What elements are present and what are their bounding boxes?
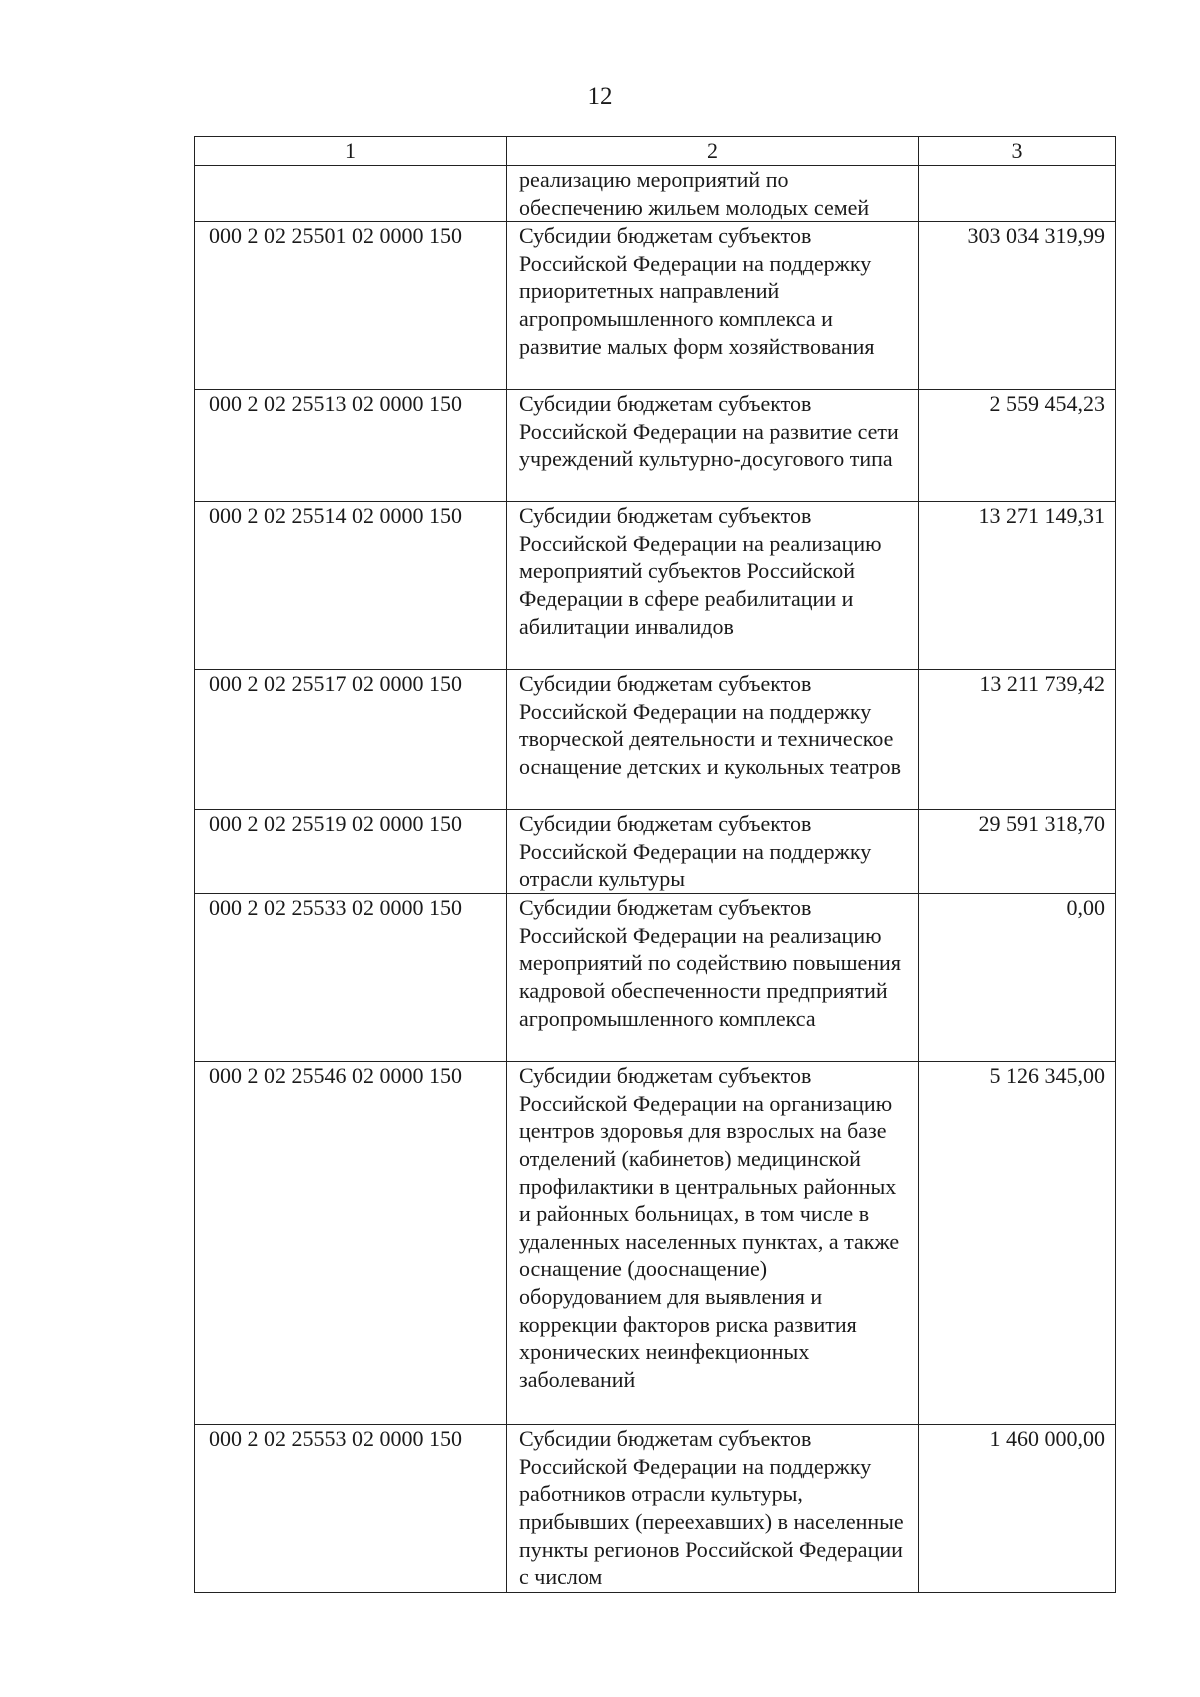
table-row — [195, 390, 1116, 502]
table-row — [195, 1062, 1116, 1425]
row-sum: 2 559 454,23 — [919, 390, 1116, 502]
row-name: Субсидии бюджетам субъектов Российской Федерации на реализацию мероприятий по содействию повышения кадровой обеспеченности предприятий агропромышленного комплекса — [507, 894, 919, 1062]
row-code — [195, 166, 507, 222]
budget-table — [194, 136, 1116, 1593]
row-sum: 303 034 319,99 — [919, 222, 1116, 390]
row-sum: 0,00 — [919, 894, 1116, 1062]
row-name: Субсидии бюджетам субъектов Российской Федерации на развитие сети учреждений культурно-досугового типа — [507, 390, 919, 502]
table-row — [195, 222, 1116, 390]
table-row — [195, 670, 1116, 810]
row-code: 000 2 02 25517 02 0000 150 — [195, 670, 507, 810]
row-name: Субсидии бюджетам субъектов Российской Федерации на поддержку творческой деятельности и техническое оснащение детских и кукольных театров — [507, 670, 919, 810]
row-code: 000 2 02 25533 02 0000 150 — [195, 894, 507, 1062]
row-code: 000 2 02 25514 02 0000 150 — [195, 502, 507, 670]
row-name: Субсидии бюджетам субъектов Российской Федерации на поддержку отрасли культуры — [507, 810, 919, 894]
column-header-code: 1 — [195, 137, 507, 166]
table-row — [195, 894, 1116, 1062]
row-code: 000 2 02 25546 02 0000 150 — [195, 1062, 507, 1425]
row-sum: 13 271 149,31 — [919, 502, 1116, 670]
row-sum — [919, 166, 1116, 222]
row-name: Субсидии бюджетам субъектов Российской Федерации на реализацию мероприятий субъектов Российской Федерации в сфере реабилитации и абилитации инвалидов — [507, 502, 919, 670]
row-name: Субсидии бюджетам субъектов Российской Федерации на организацию центров здоровья для взрослых на базе отделений (кабинетов) медицинской профилактики в центральных районных и районных больницах, в том числе в удаленных населенных пунктах, а также оснащение (дооснащение) оборудованием для выявления и коррекции факторов риска развития хронических неинфекционных заболеваний — [507, 1062, 919, 1425]
table-row — [195, 1425, 1116, 1593]
row-code: 000 2 02 25513 02 0000 150 — [195, 390, 507, 502]
page-number: 12 — [587, 83, 613, 110]
row-name: реализацию мероприятий по обеспечению жильем молодых семей — [507, 166, 919, 222]
row-sum: 1 460 000,00 — [919, 1425, 1116, 1593]
row-code: 000 2 02 25553 02 0000 150 — [195, 1425, 507, 1593]
table-row — [195, 502, 1116, 670]
row-sum: 13 211 739,42 — [919, 670, 1116, 810]
row-sum: 29 591 318,70 — [919, 810, 1116, 894]
row-name: Субсидии бюджетам субъектов Российской Федерации на поддержку приоритетных направлений агропромышленного комплекса и развитие малых форм хозяйствования — [507, 222, 919, 390]
table-row — [195, 166, 1116, 222]
row-sum: 5 126 345,00 — [919, 1062, 1116, 1425]
column-header-sum: 3 — [919, 137, 1116, 166]
table-header-row — [195, 137, 1116, 166]
column-header-name: 2 — [507, 137, 919, 166]
row-code: 000 2 02 25519 02 0000 150 — [195, 810, 507, 894]
row-code: 000 2 02 25501 02 0000 150 — [195, 222, 507, 390]
table-row — [195, 810, 1116, 894]
row-name: Субсидии бюджетам субъектов Российской Федерации на поддержку работников отрасли культуры, прибывших (переехавших) в населенные пункты регионов Российской Федерации с числом — [507, 1425, 919, 1593]
